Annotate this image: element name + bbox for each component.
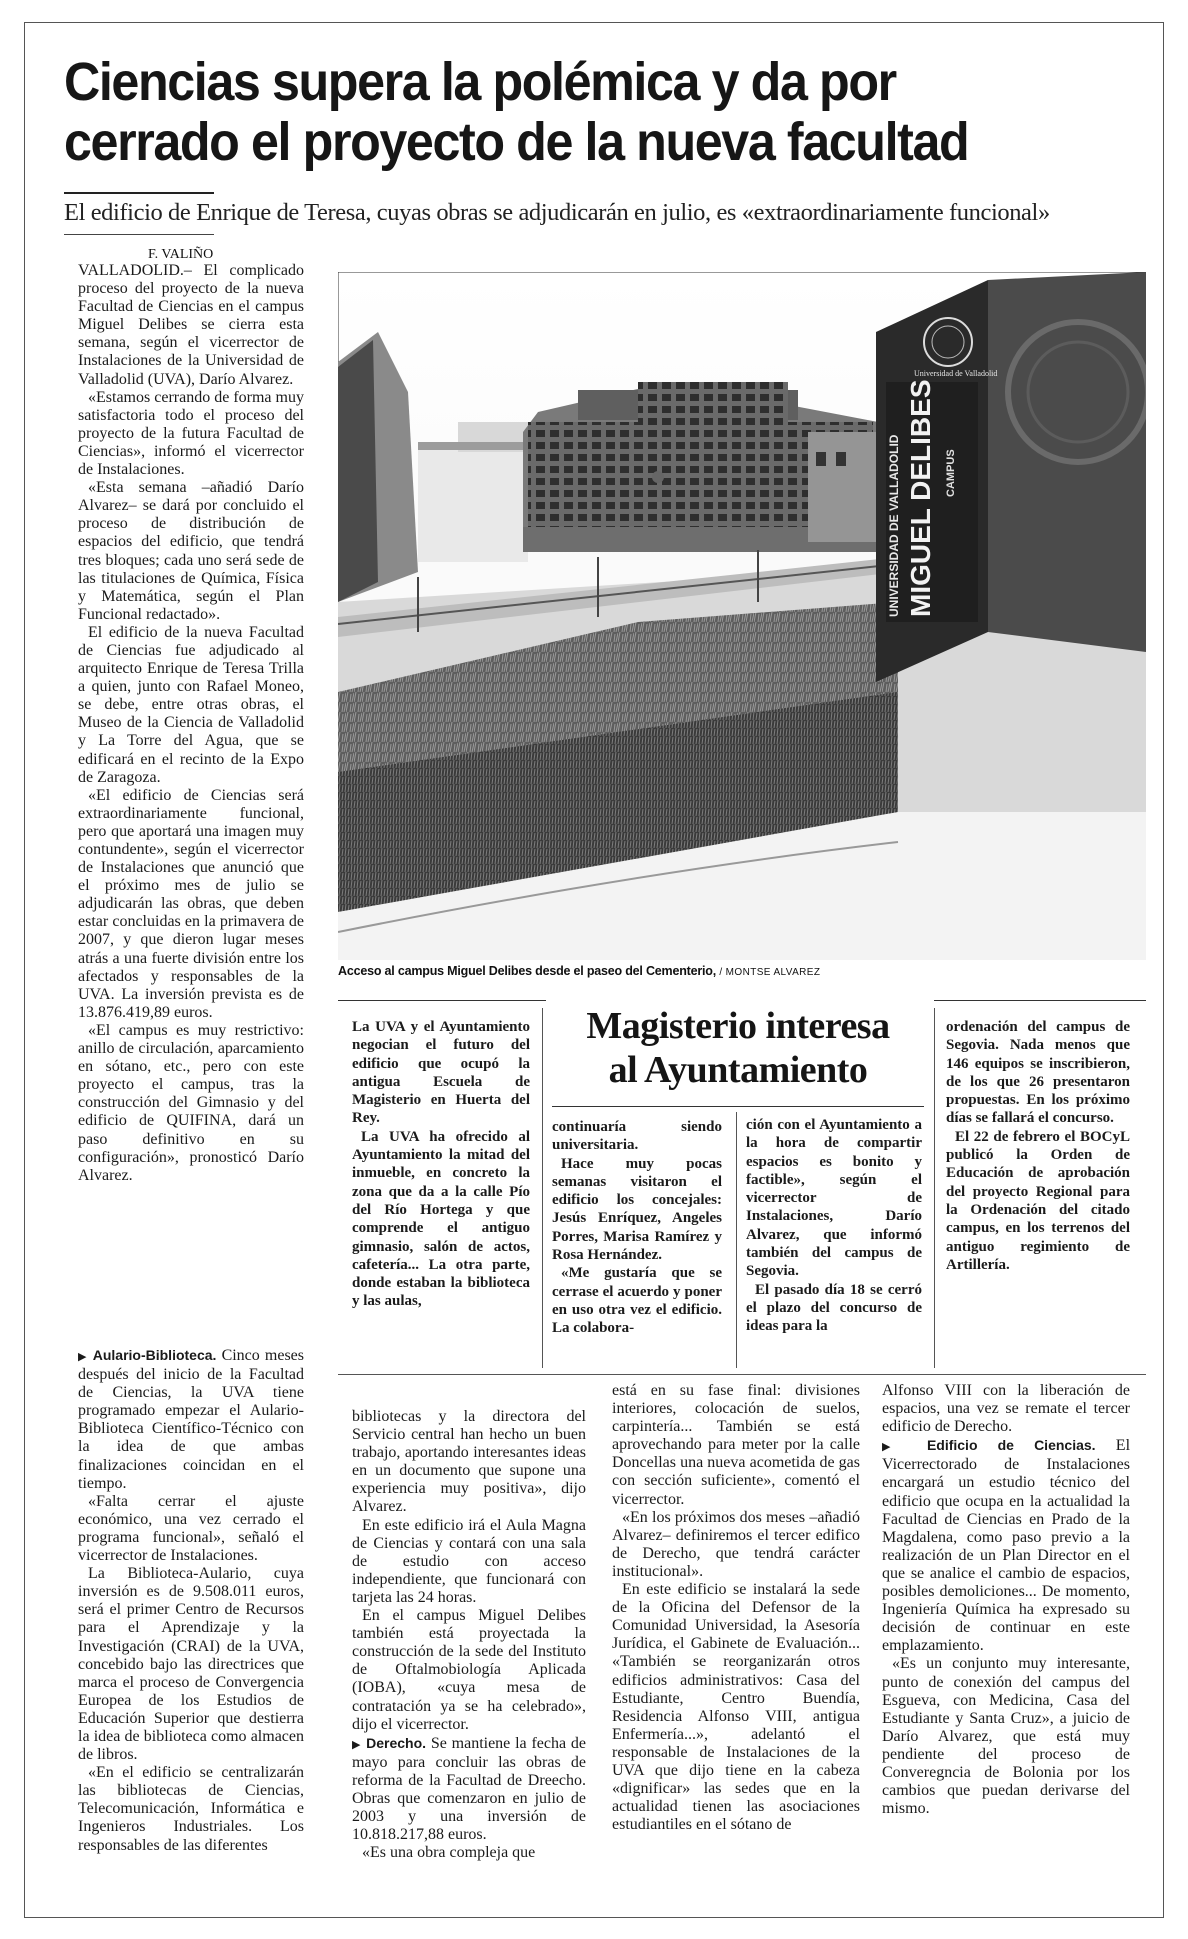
sidebar-title-rule — [552, 1106, 924, 1107]
photo-caption — [338, 964, 1146, 978]
sidebar-column-1 — [352, 1018, 530, 1311]
headline-line-1: Ciencias supera la polémica y da por — [64, 52, 896, 112]
section-marker-icon: ▶ — [882, 1441, 907, 1454]
paragraph: «El campus es muy restrictivo: anillo de circulación, aparcamiento en sótano, etc., pero con este proyecto el campus, tras la construcción del Gimnasio y del edificio de QUIFINA, dará un paso definitivo en su configuración», pronosticó Darío Alvarez. — [78, 1021, 304, 1184]
paragraph: «Estamos cerrando de forma muy satisfactoria todo el proceso del proyecto de la futura Facultad de Ciencias», informó el vicerrector de Instalaciones. — [78, 388, 304, 479]
paragraph: «Esta semana –añadió Darío Alvarez– se dará por concluido el proceso de distribución de espacios del edificio, que tendrá tres bloques; cada uno será sede de las titulaciones de Química, Física y Matemática, según el Plan Funcional redactado». — [78, 479, 304, 623]
section-marker-icon: ▶ — [78, 1351, 88, 1363]
sidebar-bottom-rule — [338, 1374, 1146, 1375]
paragraph-derecho — [352, 1734, 586, 1845]
sign-line-2: MIGUEL DELIBES — [905, 379, 936, 617]
paragraph-ciencias — [882, 1436, 1130, 1655]
paragraph: En el campus Miguel Delibes también está proyectada la construcción de la sede del Instituto de Oftalmobiología Aplicada (IOBA), «cuya mesa de contratación ya se ha celebrado», dijo el vicerrector. — [352, 1607, 586, 1733]
paragraph: El 22 de febrero el BOCyL publicó la Orden de Educación de aprobación del proyecto Regional para la Ordenación del citado campus, en los terrenos del antiguo regimiento de Artillería. — [946, 1128, 1130, 1273]
paragraph: bibliotecas y la directora del Servicio central han hecho un buen trabajo, aportando interesantes ideas en un documento que supone una experiencia muy positiva», dijo Alvarez. — [352, 1408, 586, 1516]
paragraph: ordenación del campus de Segovia. Nada menos que 146 equipos se inscribieron, de los que 26 presentaron propuestas. En los próximo días se fallará el concurso. — [946, 1019, 1130, 1127]
sidebar-divider — [542, 1008, 543, 1368]
subtitle: El edificio de Enrique de Teresa, cuyas obras se adjudicarán en julio, es «extraordinariamente funcional» — [64, 199, 1050, 226]
sidebar-column-2 — [552, 1118, 722, 1338]
paragraph: «Falta cerrar el ajuste económico, una vez cerrado el programa funcional», señaló el vicerrector de Instalaciones. — [78, 1492, 304, 1565]
sign-line-3: CAMPUS — [945, 449, 957, 497]
paragraph: «Es una obra compleja que — [362, 1844, 536, 1862]
sidebar-title-line-2: al Ayuntamiento — [608, 1049, 868, 1091]
paragraph: está en su fase final: divisiones interiores, colocación de suelos, carpintería... También se está aprovechando para meter por la calle Doncellas una nueva acometida de gas con sección suficiente», comentó el vicerrector. — [612, 1382, 860, 1508]
left-column-top — [78, 262, 304, 1185]
section-heading: Derecho. — [366, 1734, 427, 1751]
paragraph: «En el edificio se centralizarán las bibliotecas de Ciencias, Telecomunicación, Informática e Ingenieros Industriales. Los responsables de las diferentes — [78, 1764, 304, 1854]
paragraph: La UVA y el Ayuntamiento negocian el futuro del edificio que ocupó la antigua Escuela de Magisterio en Huerta del Rey. — [352, 1019, 530, 1127]
sign-seal-text: Universidad de Valladolid — [914, 369, 998, 378]
paragraph: La Biblioteca-Aulario, cuya inversión es de 9.508.011 euros, será el primer Centro de Recursos para el Aprendizaje y la Investigación (CRAI) de la UVA, concebido bajo las directrices que marca el proceso de Convergencia Europea de los Estudios de Educación Superior que destierra la idea de biblioteca como almacen de libros. — [78, 1565, 304, 1764]
bottom-column-2 — [612, 1382, 860, 1834]
headline — [64, 52, 1068, 172]
paragraph: «El edificio de Ciencias será extraordinariamente funcional, pero que aportará una imagen muy contundente», según el vicerrector de Instalaciones que anunció que el próximo mes de julio se adjudicarán las obras, que deben estar concluidas en la primavera de 2007, y que dieron lugar meses atrás a una fuerte división entre los afectados y responsables de la UVA. La inversión prevista es de 13.876.419,89 euros. — [78, 786, 304, 1021]
sidebar-divider — [736, 1112, 737, 1368]
left-column-bottom — [78, 1346, 304, 1855]
campus-photo — [338, 272, 1146, 960]
sidebar-top-rule — [338, 1000, 546, 1001]
bottom-column-3 — [882, 1382, 1130, 1818]
section-heading: Aulario-Biblioteca. — [92, 1347, 217, 1363]
byline: F. VALIÑO — [148, 247, 214, 262]
paragraph: Alfonso VIII con la liberación de espacios, una vez se remate el tercer edificio de Derecho. — [882, 1382, 1130, 1436]
sidebar-divider — [934, 1008, 935, 1368]
paragraph: El edificio de la nueva Facultad de Ciencias fue adjudicado al arquitecto Enrique de Teresa Trilla a quien, junto con Rafael Moneo, se debe, entre otras obras, el Museo de la Ciencia de Valladolid y La Torre del Agua, que se edificará en el recinto de la Expo de Zaragoza. — [78, 623, 304, 786]
paragraph: «Me gustaría que se cerrase el acuerdo y poner en uso otra vez el edificio. La colabora- — [552, 1265, 722, 1337]
paragraph: «Es un conjunto muy interesante, punto de conexión del campus del Esgueva, con Medicina, Casa del Estudiante y Santa Cruz», a juicio de Darío Alvarez, que está muy pendiente del proceso de Converegncia de Bolonia por los cambios que puedan derivarse del mismo. — [882, 1655, 1130, 1818]
paragraph: ción con el Ayuntamiento a la hora de compartir espacios es bonito y factible», según el vicerrector de Instalaciones, Darío Alvarez, que informó también del campus de Segovia. — [746, 1117, 922, 1280]
headline-rule — [64, 192, 214, 194]
paragraph: «En los próximos dos meses –añadió Alvarez– definiremos el tercer edifico de Derecho, que tendrá carácter institucional». — [612, 1508, 860, 1580]
sidebar-column-4 — [946, 1018, 1130, 1274]
section-marker-icon: ▶ — [352, 1738, 362, 1751]
paragraph: El pasado día 18 se cerró el plazo del concurso de ideas para la — [746, 1281, 922, 1335]
paragraph: Hace muy pocas semanas visitaron el edificio los concejales: Jesús Enríquez, Angeles Porres, Marisa Ramírez y Rosa Hernández. — [552, 1155, 722, 1264]
paragraph-text: Cinco meses después del inicio de la Facultad de Ciencias, la UVA tiene programado empezar el Aulario-Biblioteca Científico-Técnico con la idea de que ambas finalizaciones coincidan en el tiempo. — [78, 1347, 305, 1492]
paragraph-text: El Vicerrectorado de Instalaciones encargará un estudio técnico del edificio que ocupa en la actualidad la Facultad de Ciencias en Prado de la Magdalena, como paso previo a la realización de un Plan Director en el que se analice el cambio de espacios, posibles demoliciones... De momento, Ingeniería Química ha expresado su decisión de continuar en este emplazamiento. — [882, 1437, 1131, 1655]
sidebar-top-rule — [934, 1000, 1146, 1001]
sidebar-title — [552, 1004, 924, 1092]
caption-text: Acceso al campus Miguel Delibes desde el paseo del Cementerio, — [338, 964, 717, 978]
paragraph-aulario — [78, 1346, 304, 1493]
headline-line-2: cerrado el proyecto de la nueva facultad — [64, 112, 969, 172]
paragraph: La UVA ha ofrecido al Ayuntamiento la mitad del inmueble, en concreto la zona que da a la calle Pío del Río Hortega y que comprende el antiguo gimnasio, salón de actos, cafetería... La otra parte, donde estaban la biblioteca y las aulas, — [352, 1128, 530, 1310]
sidebar-title-line-1: Magisterio interesa — [586, 1005, 890, 1047]
subtitle-rule — [64, 234, 214, 235]
bottom-column-1 — [352, 1408, 586, 1862]
paragraph: En este edificio se instalará la sede de la Oficina del Defensor de la Comunidad Universidad, la Asesoría Jurídica, el Gabinete de Evaluación... «También se reorganizarán otros edificios administrativos: Casa del Estudiante, Centro Buendía, Residencia Alfonso VIII, antigua Enfermería...», adelantó el responsable de Instalaciones de la UVA que dijo tiene en la cabeza «dignificar» las sedes que en la actualidad tienen las asociaciones estudiantiles en el sótano de — [612, 1581, 860, 1834]
section-heading: Edificio de Ciencias. — [926, 1437, 1096, 1454]
paragraph: VALLADOLID.– El complicado proceso del proyecto de la nueva Facultad de Ciencias en el campus Miguel Delibes se cierra esta semana, según el vicerrector de Instalaciones de la Universidad de Valladolid (UVA), Darío Alvarez. — [78, 262, 304, 388]
paragraph: En este edificio irá el Aula Magna de Ciencias y contará con una sala de estudio con acceso independiente, que funcionará con tarjeta las 24 horas. — [352, 1516, 586, 1606]
sidebar-column-3 — [746, 1116, 922, 1336]
paragraph-text: Se mantiene la fecha de mayo para concluir las obras de reforma de la Facultad de Dreecho. Obras que comenzaron en julio de 2003 y una inversión de 10.818.217,88 euros. — [352, 1734, 586, 1844]
paragraph: continuaría siendo universitaria. — [552, 1119, 722, 1154]
photo-credit: / MONTSE ALVAREZ — [719, 967, 821, 978]
sign-line-1: UNIVERSIDAD DE VALLADOLID — [887, 434, 901, 617]
campus-photo-image — [338, 272, 1146, 960]
